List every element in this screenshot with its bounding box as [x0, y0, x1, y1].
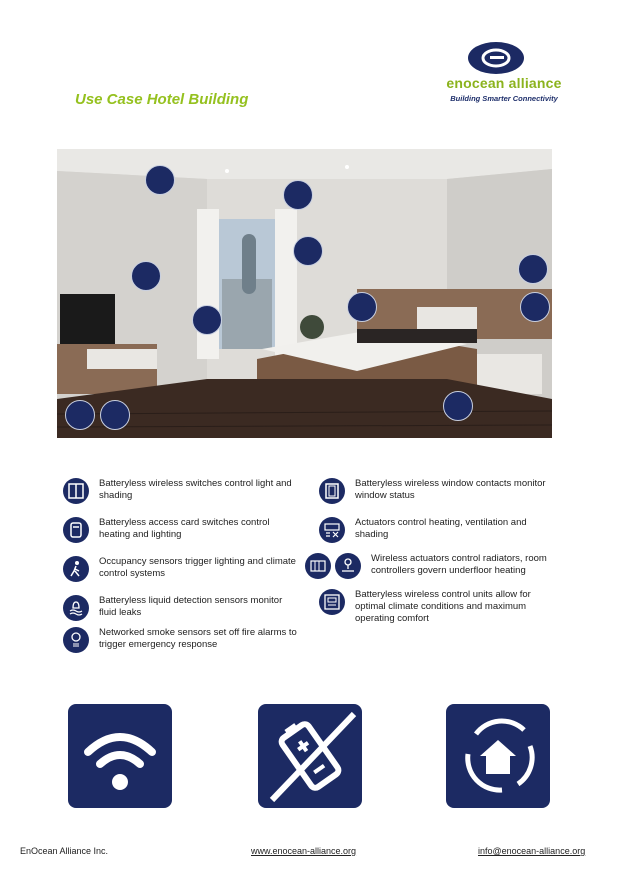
legend-text: Actuators control heating, ventilation and shading	[355, 517, 527, 540]
logo-wordmark: enocean alliance	[446, 75, 562, 91]
legend-text: Batteryless liquid detection sensors monitor fluid leaks	[99, 595, 283, 618]
radiator-badge-icon	[100, 400, 130, 430]
control-unit-badge-icon	[131, 261, 161, 291]
legend-text: Occupancy sensors trigger lighting and climate control systems	[99, 556, 296, 579]
wireless-tile	[68, 704, 172, 808]
enocean-logo-icon	[466, 40, 526, 76]
legend-item	[63, 627, 298, 653]
company-name: EnOcean Alliance Inc.	[20, 846, 109, 856]
legend-text: Networked smoke sensors set off fire alarms to trigger emergency response	[99, 627, 297, 650]
legend-text: Batteryless wireless control units allow for optimal climate conditions and maximum operating comfort	[355, 589, 531, 624]
wireless-icon	[68, 704, 172, 808]
window-switch-icon	[63, 478, 89, 504]
liquid-sensor-badge-icon	[443, 391, 473, 421]
legend-item	[305, 478, 550, 504]
legend-item	[63, 478, 298, 504]
legend-text: Batteryless access card switches control heating and lighting	[99, 517, 270, 540]
page-title: Use Case Hotel Building	[75, 91, 249, 108]
legend-item	[63, 517, 298, 543]
legend-item	[63, 595, 298, 621]
legend-item	[63, 556, 298, 582]
occupancy-sensor-badge-icon	[283, 180, 313, 210]
sustainable-home-icon	[446, 704, 550, 808]
legend-left-column	[63, 478, 298, 653]
radiator-actuator-badge-icon	[65, 400, 95, 430]
smoke-sensor-badge-icon	[145, 165, 175, 195]
legend-text: Batteryless wireless switches control light and shading	[99, 478, 292, 501]
legend-text: Wireless actuators control radiators, room controllers govern underfloor heating	[371, 553, 547, 576]
access-card-icon	[63, 517, 89, 543]
smoke-sensor-icon	[63, 627, 89, 653]
liquid-sensor-icon	[63, 595, 89, 621]
legend-right-column	[305, 478, 550, 625]
legend-item	[305, 553, 550, 579]
radiator-actuator-icon	[305, 553, 331, 579]
window-switch-badge-2-icon	[520, 292, 550, 322]
access-card-badge-icon	[518, 254, 548, 284]
website-link[interactable]: www.enocean-alliance.org	[251, 846, 357, 856]
window-contact-icon	[319, 478, 345, 504]
sustainable-home-tile	[446, 704, 550, 808]
legend-item	[305, 517, 550, 543]
no-battery-icon	[258, 704, 362, 808]
email-link[interactable]: info@enocean-alliance.org	[478, 846, 586, 856]
legend-item	[305, 589, 550, 625]
no-battery-tile	[258, 704, 362, 808]
logo-tagline: Building Smarter Connectivity	[450, 94, 558, 103]
hvac-actuator-badge-icon	[293, 236, 323, 266]
underfloor-heating-icon	[335, 553, 361, 579]
occupancy-sensor-icon	[63, 556, 89, 582]
hotel-room-image	[57, 149, 552, 438]
hvac-actuator-icon	[319, 517, 345, 543]
window-switch-badge-icon	[347, 292, 377, 322]
window-contact-badge-icon	[192, 305, 222, 335]
control-unit-icon	[319, 589, 345, 615]
legend-text: Batteryless wireless window contacts monitor window status	[355, 478, 546, 501]
